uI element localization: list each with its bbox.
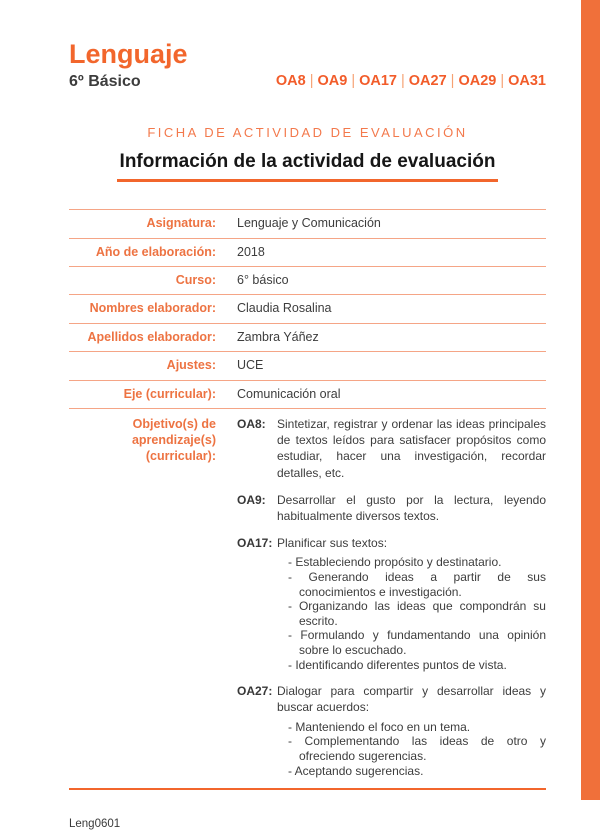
oa-code: OA17: <box>237 536 273 551</box>
oa-tag: OA29 <box>458 73 497 90</box>
oa-tag: OA8 <box>275 73 306 90</box>
table-row <box>69 380 546 408</box>
table-row <box>69 238 546 266</box>
oa-bullet: - Manteniendo el foco en un tema. <box>288 720 546 735</box>
oa-tag-list <box>276 73 546 91</box>
objectives-row <box>69 408 546 790</box>
document-code: Leng0601 <box>69 818 121 830</box>
oa-bullet: - Estableciendo propósito y destinatario. <box>288 555 546 570</box>
oa-bullet: - Formulando y fundamentando una opinión sobre lo escuchado. <box>288 628 546 657</box>
title-wrap <box>69 151 546 182</box>
oa-tag: OA31 <box>508 73 546 90</box>
right-accent-bar <box>581 0 600 800</box>
objectives-label-line: aprendizaje(s) <box>131 433 216 448</box>
objectives-label-line: Objetivo(s) de <box>132 416 216 431</box>
page-header <box>69 40 546 91</box>
oa-bullet-list <box>288 555 546 672</box>
oa-tag: OA27 <box>408 73 447 90</box>
oa-text: Dialogar para compartir y desarrollar ideas y buscar acuerdos: <box>277 684 546 715</box>
oa-bullet: - Aceptando sugerencias. <box>288 764 546 779</box>
oa-bullet: - Identificando diferentes puntos de vista. <box>288 658 546 673</box>
oa-body <box>277 535 546 672</box>
subject-title: Lenguaje <box>69 39 188 69</box>
table-row <box>69 266 546 294</box>
oa-code: OA27: <box>237 684 273 699</box>
grade-label: 6º Básico <box>69 73 141 91</box>
row-label: Curso: <box>175 273 216 288</box>
oa-tag: OA17 <box>359 73 397 90</box>
row-value: Claudia Rosalina <box>237 301 332 316</box>
oa-bullet: - Organizando las ideas que compondrán su escrito. <box>288 599 546 628</box>
oa-separator: | <box>500 73 505 90</box>
oa-body <box>277 683 546 778</box>
info-table <box>69 209 546 408</box>
objectives-label <box>69 416 216 778</box>
oa-code: OA8: <box>237 416 266 431</box>
row-label: Ajustes: <box>166 358 216 373</box>
oa-item <box>237 683 546 778</box>
oa-bullet: - Generando ideas a partir de sus conocimientos e investigación. <box>288 570 546 599</box>
row-label: Nombres elaborador: <box>89 301 216 316</box>
oa-tag: OA9 <box>317 73 348 90</box>
oa-item <box>237 416 546 481</box>
table-row <box>69 294 546 322</box>
oa-separator: | <box>351 73 356 90</box>
oa-body <box>277 416 546 481</box>
page-title: Información de la actividad de evaluación <box>117 151 499 182</box>
oa-bullet-list <box>288 720 546 779</box>
oa-item <box>237 492 546 524</box>
row-value: UCE <box>237 358 264 373</box>
oa-item <box>237 535 546 672</box>
oa-separator: | <box>400 73 405 90</box>
row-label: Apellidos elaborador: <box>87 329 216 344</box>
table-row <box>69 351 546 379</box>
objectives-label-line: (curricular): <box>145 449 216 464</box>
row-value: Zambra Yáñez <box>237 329 319 344</box>
oa-text: Desarrollar el gusto por la lectura, leyendo habitualmente diversos textos. <box>277 492 546 523</box>
objectives-content <box>237 416 546 778</box>
oa-body <box>277 492 546 524</box>
row-value: Lenguaje y Comunicación <box>237 216 381 231</box>
ficha-heading: FICHA DE ACTIVIDAD DE EVALUACIÓN <box>147 125 468 141</box>
row-label: Eje (curricular): <box>123 386 216 401</box>
oa-text: Planificar sus textos: <box>277 536 388 551</box>
row-value: Comunicación oral <box>237 386 341 401</box>
row-label: Asignatura: <box>146 216 216 231</box>
oa-text: Sintetizar, registrar y ordenar las ideas principales de textos leídos para satisfacer propósitos como estudiar, hacer una investigación, recordar detalles, etc. <box>277 416 546 480</box>
table-row <box>69 323 546 351</box>
row-value: 6° básico <box>237 273 289 288</box>
table-row <box>69 209 546 237</box>
document-page <box>69 0 546 830</box>
oa-separator: | <box>450 73 455 90</box>
oa-separator: | <box>309 73 314 90</box>
oa-bullet: - Complementando las ideas de otro y ofreciendo sugerencias. <box>288 734 546 763</box>
row-value: 2018 <box>237 244 265 259</box>
row-label: Año de elaboración: <box>95 244 216 259</box>
subject-block <box>69 40 188 91</box>
oa-code: OA9: <box>237 492 266 507</box>
